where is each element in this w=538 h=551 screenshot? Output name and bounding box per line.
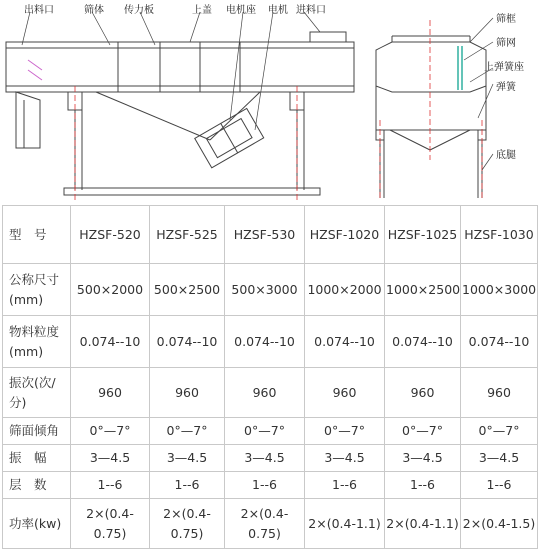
row-header: 公称尺寸(mm) bbox=[3, 264, 71, 316]
table-cell: 1--6 bbox=[225, 472, 305, 499]
table-cell: 0°—7° bbox=[305, 418, 385, 445]
table-cell: 0°—7° bbox=[71, 418, 150, 445]
table-cell: 960 bbox=[150, 368, 225, 418]
label-discharge-outlet: 出料口 bbox=[24, 5, 54, 16]
table-cell: 1--6 bbox=[71, 472, 150, 499]
table-cell: 0°—7° bbox=[150, 418, 225, 445]
spec-table bbox=[2, 205, 538, 549]
table-cell: 1000×2000 bbox=[305, 264, 385, 316]
table-cell: HZSF-1025 bbox=[385, 206, 461, 264]
screen-body-outline bbox=[6, 42, 354, 92]
table-cell: 0.074--10 bbox=[150, 316, 225, 368]
table-cell: 3—4.5 bbox=[225, 445, 305, 472]
table-cell: 500×2000 bbox=[71, 264, 150, 316]
table-cell: 0°—7° bbox=[461, 418, 538, 445]
label-motor: 电机 bbox=[268, 5, 288, 16]
table-cell: HZSF-525 bbox=[150, 206, 225, 264]
label-base-leg: 底腿 bbox=[496, 150, 516, 161]
table-cell: 2×(0.4-1.1) bbox=[385, 499, 461, 549]
table-row bbox=[3, 264, 538, 316]
base-beam bbox=[64, 188, 320, 195]
table-cell: 960 bbox=[225, 368, 305, 418]
table-row bbox=[3, 316, 538, 368]
table-cell: 1000×2500 bbox=[385, 264, 461, 316]
label-top-cover: 上盖 bbox=[192, 5, 212, 16]
row-header: 层 数 bbox=[3, 472, 71, 499]
table-row bbox=[3, 206, 538, 264]
label-screen-body: 筛体 bbox=[84, 5, 104, 16]
label-upper-spring-seat: 上弹簧座 bbox=[484, 62, 524, 73]
row-header: 振次(次/分) bbox=[3, 368, 71, 418]
table-cell: HZSF-520 bbox=[71, 206, 150, 264]
table-cell: 0°—7° bbox=[225, 418, 305, 445]
table-cell: 3—4.5 bbox=[461, 445, 538, 472]
table-cell: 0.074--10 bbox=[305, 316, 385, 368]
table-cell: 2×(0.4-1.1) bbox=[305, 499, 385, 549]
label-feed-inlet: 进料口 bbox=[296, 5, 326, 16]
table-cell: 1--6 bbox=[150, 472, 225, 499]
table-cell: 2×(0.4-1.5) bbox=[461, 499, 538, 549]
table-cell: 500×3000 bbox=[225, 264, 305, 316]
discharge-chute bbox=[16, 92, 40, 148]
table-row bbox=[3, 472, 538, 499]
table-cell: 960 bbox=[461, 368, 538, 418]
table-cell: 2×(0.4-0.75) bbox=[225, 499, 305, 549]
table-row bbox=[3, 499, 538, 549]
table-cell: 3—4.5 bbox=[305, 445, 385, 472]
table-cell: 0.074--10 bbox=[225, 316, 305, 368]
end-view-frame bbox=[376, 42, 486, 92]
table-cell: 1000×3000 bbox=[461, 264, 538, 316]
label-force-plate: 传力板 bbox=[124, 5, 154, 16]
screen-machine-drawing bbox=[0, 0, 538, 205]
table-row bbox=[3, 418, 538, 445]
feed-inlet bbox=[310, 32, 346, 42]
table-cell: 0.074--10 bbox=[385, 316, 461, 368]
label-screen-mesh: 筛网 bbox=[496, 38, 516, 49]
row-header: 振 幅 bbox=[3, 445, 71, 472]
table-cell: 960 bbox=[385, 368, 461, 418]
table-cell: HZSF-1020 bbox=[305, 206, 385, 264]
table-cell: 0.074--10 bbox=[461, 316, 538, 368]
table-cell: 3—4.5 bbox=[71, 445, 150, 472]
table-cell: 1--6 bbox=[385, 472, 461, 499]
table-cell: 1--6 bbox=[461, 472, 538, 499]
table-cell: 0°—7° bbox=[385, 418, 461, 445]
table-cell: HZSF-530 bbox=[225, 206, 305, 264]
label-screen-frame: 筛框 bbox=[496, 14, 516, 25]
row-header: 型 号 bbox=[3, 206, 71, 264]
table-cell: 0.074--10 bbox=[71, 316, 150, 368]
row-header: 筛面倾角 bbox=[3, 418, 71, 445]
table-cell: 960 bbox=[305, 368, 385, 418]
label-motor-seat: 电机座 bbox=[226, 5, 256, 16]
table-cell: 500×2500 bbox=[150, 264, 225, 316]
row-header: 物料粒度(mm) bbox=[3, 316, 71, 368]
table-cell: 2×(0.4-0.75) bbox=[71, 499, 150, 549]
table-cell: 2×(0.4-0.75) bbox=[150, 499, 225, 549]
table-cell: HZSF-1030 bbox=[461, 206, 538, 264]
table-row bbox=[3, 368, 538, 418]
table-cell: 960 bbox=[71, 368, 150, 418]
label-spring: 弹簧 bbox=[496, 82, 516, 93]
table-row bbox=[3, 445, 538, 472]
table-cell: 3—4.5 bbox=[385, 445, 461, 472]
table-cell: 1--6 bbox=[305, 472, 385, 499]
row-header: 功率(kw) bbox=[3, 499, 71, 549]
table-cell: 3—4.5 bbox=[150, 445, 225, 472]
